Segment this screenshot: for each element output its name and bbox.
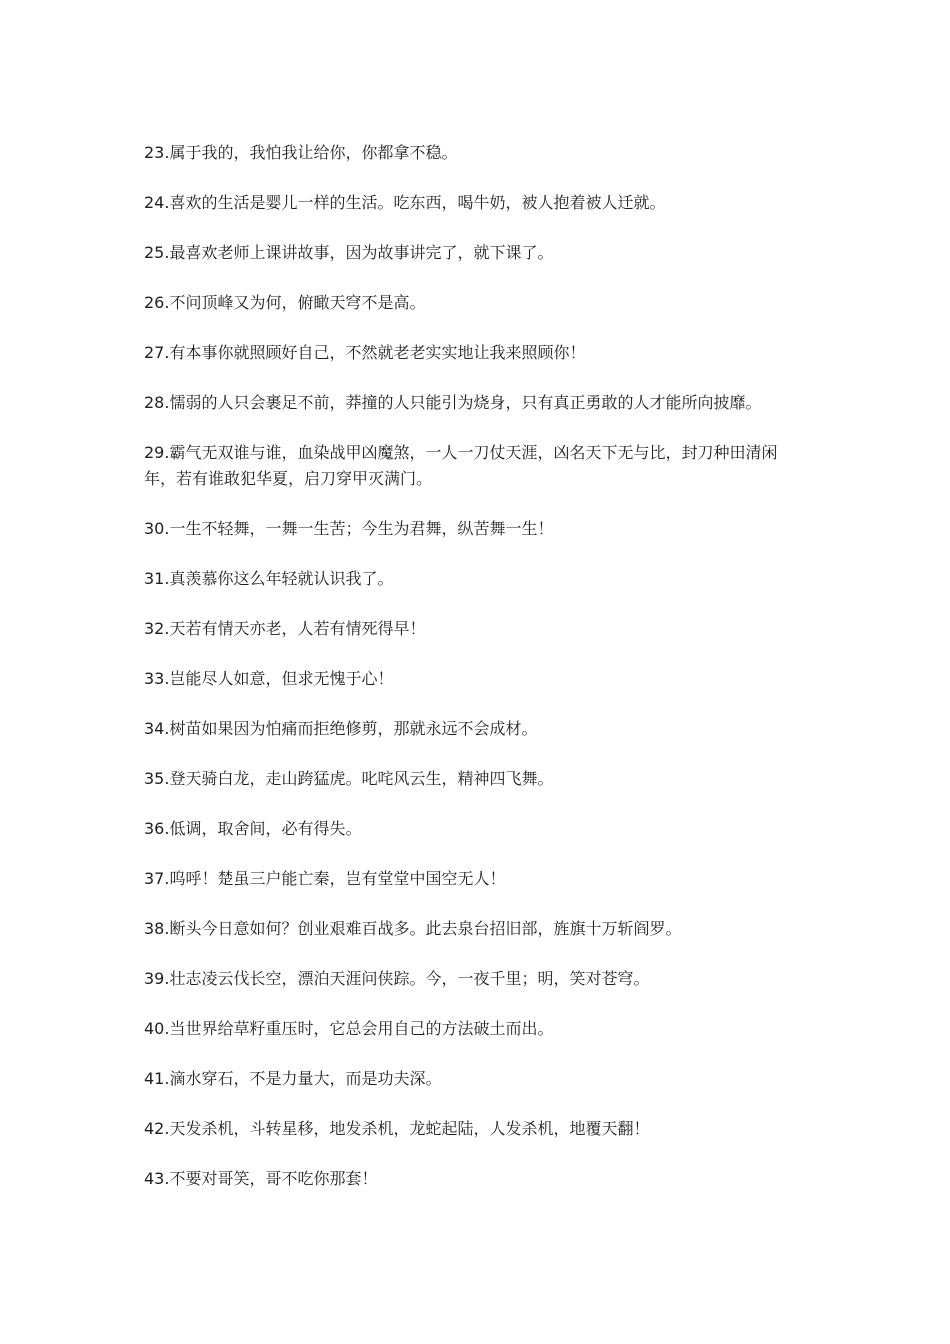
quote-item-23: 23.属于我的，我怕我让给你，你都拿不稳。 (144, 143, 458, 162)
quote-item-32: 32.天若有情天亦老，人若有情死得早！ (144, 619, 426, 638)
quote-item-43: 43.不要对哥笑，哥不吃你那套！ (144, 1169, 378, 1188)
quote-item-26: 26.不问顶峰又为何，俯瞰天穹不是高。 (144, 293, 426, 312)
quote-item-39: 39.壮志凌云伐长空，漂泊天涯问侠踪。今，一夜千里；明，笑对苍穹。 (144, 969, 650, 988)
quote-item-36: 36.低调，取舍间，必有得失。 (144, 819, 362, 838)
quote-item-30: 30.一生不轻舞，一舞一生苦；今生为君舞，纵苦舞一生！ (144, 519, 554, 538)
quote-item-25: 25.最喜欢老师上课讲故事，因为故事讲完了，就下课了。 (144, 243, 554, 262)
quote-item-24: 24.喜欢的生活是婴儿一样的生活。吃东西，喝牛奶，被人抱着被人迁就。 (144, 193, 666, 212)
quote-item-28: 28.懦弱的人只会裹足不前，莽撞的人只能引为烧身，只有真正勇敢的人才能所向披靡。 (144, 393, 762, 412)
quote-list (144, 140, 808, 1216)
quote-item-38: 38.断头今日意如何？创业艰难百战多。此去泉台招旧部，旌旗十万斩阎罗。 (144, 919, 682, 938)
quote-item-27: 27.有本事你就照顾好自己，不然就老老实实地让我来照顾你！ (144, 343, 586, 362)
quote-item-42: 42.天发杀机，斗转星移，地发杀机，龙蛇起陆，人发杀机，地覆天翻！ (144, 1119, 650, 1138)
quote-item-40: 40.当世界给草籽重压时，它总会用自己的方法破土而出。 (144, 1019, 554, 1038)
quote-item-37: 37.呜呼！楚虽三户能亡秦，岂有堂堂中国空无人！ (144, 869, 506, 888)
quote-item-35: 35.登天骑白龙，走山跨猛虎。叱咤风云生，精神四飞舞。 (144, 769, 554, 788)
quote-item-33: 33.岂能尽人如意，但求无愧于心！ (144, 669, 394, 688)
quote-item-31: 31.真羡慕你这么年轻就认识我了。 (144, 569, 394, 588)
quote-item-34: 34.树苗如果因为怕痛而拒绝修剪，那就永远不会成材。 (144, 719, 538, 738)
quote-item-29: 29.霸气无双谁与谁，血染战甲凶魔煞，一人一刀仗天涯，凶名天下无与比，封刀种田清闲年，若有谁敢犯华夏，启刀穿甲灭满门。 (144, 443, 778, 488)
quote-item-41: 41.滴水穿石，不是力量大，而是功夫深。 (144, 1069, 442, 1088)
